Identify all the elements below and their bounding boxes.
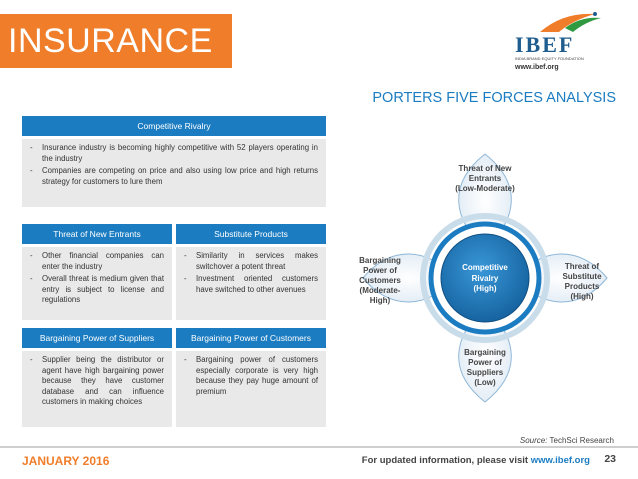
customers-box-body (176, 351, 326, 427)
left-label-line: Bargaining (359, 256, 401, 265)
left-label-line: (Moderate- (359, 286, 401, 295)
right-label-line: Substitute (562, 272, 602, 281)
source-label: Source: (519, 436, 548, 445)
rivalry-point: - Companies are competing on price and also using low price and high returns strategy for customers to lure them (30, 166, 318, 187)
substitutes-point: - Investment oriented customers have switched to other avenues (184, 274, 318, 295)
five-forces-diagram (335, 140, 625, 440)
ibef-logo[interactable] (505, 10, 623, 72)
rivalry-box-title: Competitive Rivalry (22, 116, 326, 136)
page-number: 23 (604, 453, 616, 465)
right-label-line: Products (564, 282, 600, 291)
right-label-line: Threat of (564, 262, 600, 271)
section-title: PORTERS FIVE FORCES ANALYSIS (372, 90, 616, 106)
bottom-label-line: Suppliers (466, 368, 504, 377)
bottom-node-label (445, 348, 525, 388)
substitutes-box-body (176, 247, 326, 320)
new-entrants-box-body (22, 247, 172, 320)
footer-note-text: For updated information, please visit (361, 455, 531, 466)
top-label-line: (Low-Moderate) (455, 184, 515, 193)
suppliers-box (22, 328, 172, 427)
bottom-label-line: Power of (468, 358, 502, 367)
substitutes-point: - Similarity in services makes switchover a potent threat (184, 251, 318, 272)
left-label-line: High) (369, 296, 391, 305)
rivalry-box-body (22, 139, 326, 207)
logo-url: www.ibef.org (515, 64, 559, 71)
top-label-line: Threat of New (458, 164, 512, 173)
center-label-line: Competitive (462, 263, 508, 272)
bottom-label-line: (Low) (474, 378, 496, 387)
right-node-label (547, 262, 617, 302)
new-entrants-point: - Overall threat is medium given that entry is subject to license and regulations (30, 274, 164, 306)
center-label-line: Rivalry (471, 273, 499, 283)
center-label-line: (High) (473, 284, 497, 293)
new-entrants-box (22, 224, 172, 320)
bottom-label-line: Bargaining (464, 348, 506, 357)
top-label-line: Entrants (468, 174, 502, 183)
page-title-banner (0, 14, 232, 68)
substitutes-box (176, 224, 326, 320)
page-title: INSURANCE (8, 22, 213, 60)
logo-wordmark: IBEF (515, 32, 575, 57)
new-entrants-point: - Other financial companies can enter the industry (30, 251, 164, 272)
footer-note (362, 455, 590, 466)
substitutes-box-title: Substitute Products (176, 224, 326, 244)
left-node-label (345, 256, 415, 306)
new-entrants-box-title: Threat of New Entrants (22, 224, 172, 244)
rivalry-point: - Insurance industry is becoming highly competitive with 52 players operating in the industry (30, 143, 318, 164)
top-node-label (440, 164, 530, 194)
customers-box-title: Bargaining Power of Customers (176, 328, 326, 348)
suppliers-point: - Supplier being the distributor or agent have high bargaining power because they have customer database and can influence customers in making choices (30, 355, 164, 408)
footer-date: JANUARY 2016 (22, 454, 110, 468)
center-node-label (445, 263, 525, 295)
logo-subtitle: INDIA BRAND EQUITY FOUNDATION (515, 56, 584, 61)
right-label-line: (High) (570, 292, 594, 301)
suppliers-box-body (22, 351, 172, 427)
footer-website-link[interactable]: www.ibef.org (530, 455, 590, 466)
suppliers-box-title: Bargaining Power of Suppliers (22, 328, 172, 348)
left-label-line: Customers (359, 276, 401, 285)
customers-point: - Bargaining power of customers especially corporate is very high because they pay huge amount of premium (184, 355, 318, 397)
footer-divider (0, 446, 638, 448)
source-note (520, 436, 614, 445)
left-label-line: Power of (363, 266, 397, 275)
source-value: TechSci Research (549, 436, 614, 445)
rivalry-box (22, 116, 326, 207)
customers-box (176, 328, 326, 427)
